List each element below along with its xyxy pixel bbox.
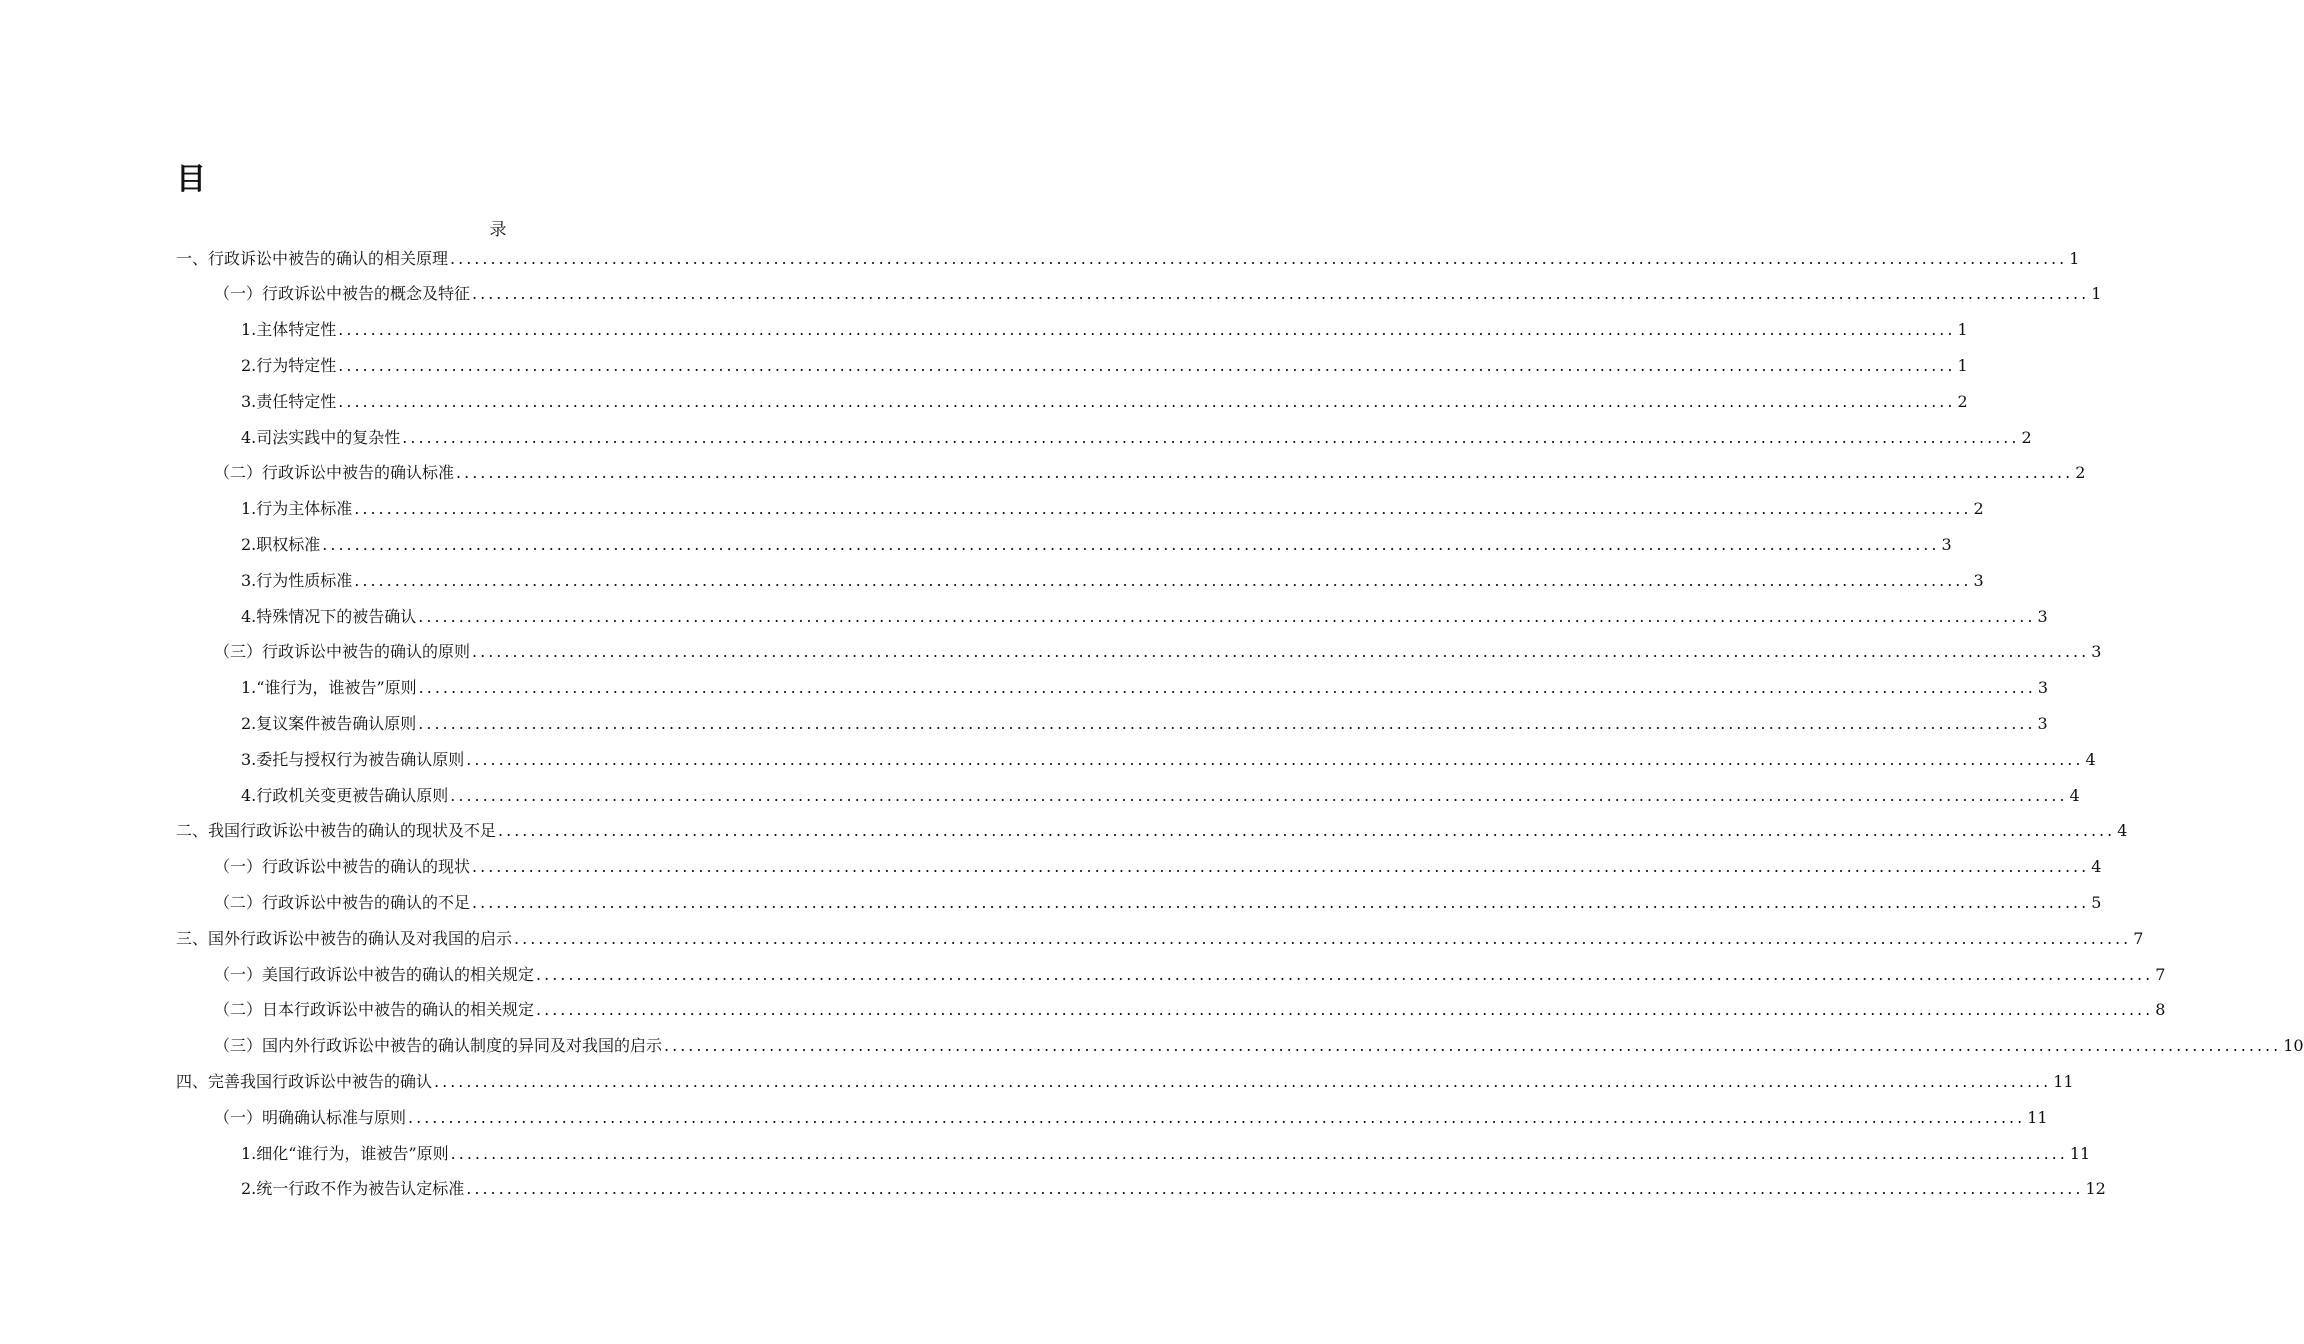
toc-entry[interactable] <box>0 311 1968 347</box>
toc-entry-label: （三）国内外行政诉讼中被告的确认制度的异同及对我国的启示 <box>214 1036 663 1056</box>
toc-entry[interactable] <box>0 1170 2106 1206</box>
toc-entry-page: 3 <box>2037 606 2048 626</box>
toc-entry-label: 4.特殊情况下的被告确认 <box>241 606 417 626</box>
toc-entry-label: 2.复议案件被告确认原则 <box>241 713 417 733</box>
toc-entry-page: 3 <box>2037 678 2049 698</box>
toc-entry-label: 4.行政机关变更被告确认原则 <box>241 785 449 805</box>
toc-entry-page: 4 <box>2085 749 2096 769</box>
toc-entry[interactable] <box>0 454 2086 490</box>
toc-entry-label: （一）明确确认标准与原则 <box>214 1107 407 1127</box>
toc-entry-page: 1 <box>2091 284 2102 304</box>
toc-leader-dots: ........................................................................................................................................................................................................ <box>466 1179 2084 1199</box>
toc-entry-label: （一）行政诉讼中被告的确认的现状 <box>214 857 471 877</box>
toc-leader-dots: ........................................................................................................................................................................................................ <box>418 713 2036 733</box>
toc-leader-dots: ........................................................................................................................................................................................................ <box>418 606 2036 626</box>
toc-entry[interactable] <box>0 490 1984 526</box>
toc-leader-dots: ........................................................................................................................................................................................................ <box>338 391 1956 411</box>
toc-leader-dots: ........................................................................................................................................................................................................ <box>338 320 1956 340</box>
toc-leader-dots: ........................................................................................................................................................................................................ <box>536 964 2154 984</box>
toc-entry[interactable] <box>0 1134 2091 1170</box>
toc-entry-page: 1 <box>1957 320 1968 340</box>
toc-entry[interactable] <box>0 919 2144 955</box>
toc-entry[interactable] <box>0 955 2166 991</box>
toc-entry[interactable] <box>0 597 2048 633</box>
toc-entry-page: 1 <box>2069 248 2080 268</box>
toc-leader-dots: ........................................................................................................................................................................................................ <box>322 534 1940 554</box>
toc-entry-page: 4 <box>2069 785 2080 805</box>
toc-entry-label: （三）行政诉讼中被告的确认的原则 <box>214 642 471 662</box>
toc-entry[interactable] <box>0 346 1968 382</box>
toc-entry-label: 4.司法实践中的复杂性 <box>241 427 401 447</box>
toc-entry[interactable] <box>0 704 2048 740</box>
toc-entry[interactable] <box>0 1098 2048 1134</box>
toc-entry-label: 一、行政诉讼中被告的确认的相关原理 <box>176 248 449 268</box>
toc-entry[interactable] <box>0 669 2049 705</box>
toc-entry-page: 10 <box>2283 1036 2304 1056</box>
toc-leader-dots: ........................................................................................................................................................................................................ <box>418 678 2036 698</box>
toc-entry[interactable] <box>0 382 1968 418</box>
toc-entry-page: 2 <box>2021 427 2032 447</box>
toc-entry[interactable] <box>0 1062 2074 1098</box>
toc-leader-dots: ........................................................................................................................................................................................................ <box>472 642 2090 662</box>
toc-leader-dots: ........................................................................................................................................................................................................ <box>514 928 2132 948</box>
toc-entry-label: 2.统一行政不作为被告认定标准 <box>241 1179 465 1199</box>
toc-entry-label: 3.委托与授权行为被告确认原则 <box>241 749 465 769</box>
toc-leader-dots: ........................................................................................................................................................................................................ <box>456 463 2074 483</box>
toc-leader-dots: ........................................................................................................................................................................................................ <box>472 284 2090 304</box>
toc-leader-dots: ........................................................................................................................................................................................................ <box>498 821 2116 841</box>
toc-entry-page: 3 <box>1941 534 1952 554</box>
toc-entry-page: 5 <box>2091 892 2102 912</box>
toc-entry-label: （一）行政诉讼中被告的概念及特征 <box>214 284 471 304</box>
toc-entry-label: （一）美国行政诉讼中被告的确认的相关规定 <box>214 964 535 984</box>
toc-entry[interactable] <box>0 812 2128 848</box>
toc-entry-label: 四、完善我国行政诉讼中被告的确认 <box>176 1071 433 1091</box>
toc-entry-label: 3.行为性质标准 <box>241 570 353 590</box>
toc-leader-dots: ........................................................................................................................................................................................................ <box>402 427 2020 447</box>
toc-entry-label: 1.行为主体标准 <box>241 499 353 519</box>
toc-leader-dots: ........................................................................................................................................................................................................ <box>536 1000 2154 1020</box>
toc-leader-dots: ........................................................................................................................................................................................................ <box>472 892 2090 912</box>
toc-entry-page: 7 <box>2155 964 2166 984</box>
toc-entry-label: （二）日本行政诉讼中被告的确认的相关规定 <box>214 1000 535 1020</box>
toc-entry[interactable] <box>0 991 2166 1027</box>
toc-entry-page: 11 <box>2069 1143 2091 1163</box>
toc-entry-page: 7 <box>2133 928 2144 948</box>
toc-entry-label: 二、我国行政诉讼中被告的确认的现状及不足 <box>176 821 497 841</box>
toc-entry-label: 2.行为特定性 <box>241 355 337 375</box>
toc-leader-dots: ........................................................................................................................................................................................................ <box>408 1107 2026 1127</box>
toc-entry-page: 1 <box>1957 355 1968 375</box>
toc-leader-dots: ........................................................................................................................................................................................................ <box>450 1143 2068 1163</box>
toc-entry-page: 3 <box>2037 713 2048 733</box>
toc-entry[interactable] <box>0 239 2080 275</box>
toc-entry[interactable] <box>0 776 2080 812</box>
toc-entry-page: 3 <box>1973 570 1984 590</box>
toc-entry[interactable] <box>0 561 1984 597</box>
toc-leader-dots: ........................................................................................................................................................................................................ <box>664 1036 2282 1056</box>
toc-entry[interactable] <box>0 740 2096 776</box>
toc-entry-label: 1.细化“谁行为，谁被告”原则 <box>241 1143 449 1163</box>
toc-leader-dots: ........................................................................................................................................................................................................ <box>450 248 2068 268</box>
toc-entry[interactable] <box>0 525 1952 561</box>
toc-entry[interactable] <box>0 633 2102 669</box>
toc-entry-page: 4 <box>2117 821 2128 841</box>
toc-entry-label: 2.职权标准 <box>241 534 321 554</box>
toc-entry[interactable] <box>0 418 2032 454</box>
toc-entry-label: 3.责任特定性 <box>241 391 337 411</box>
toc-entry[interactable] <box>0 883 2102 919</box>
toc-entry-page: 8 <box>2155 1000 2166 1020</box>
toc-entry-label: 1.“谁行为，谁被告”原则 <box>241 678 417 698</box>
toc-entry-label: 三、国外行政诉讼中被告的确认及对我国的启示 <box>176 928 513 948</box>
toc-leader-dots: ........................................................................................................................................................................................................ <box>354 570 1972 590</box>
toc-leader-dots: ........................................................................................................................................................................................................ <box>338 355 1956 375</box>
toc-leader-dots: ........................................................................................................................................................................................................ <box>450 785 2068 805</box>
toc-entry-page: 2 <box>1957 391 1968 411</box>
toc-leader-dots: ........................................................................................................................................................................................................ <box>472 857 2090 877</box>
toc-entry[interactable] <box>0 1027 2304 1063</box>
toc-entry-page: 4 <box>2091 857 2102 877</box>
toc-entry-page: 2 <box>2075 463 2086 483</box>
toc-entry-page: 2 <box>1973 499 1984 519</box>
toc-entry-label: （二）行政诉讼中被告的确认标准 <box>214 463 455 483</box>
toc-entry-label: 1.主体特定性 <box>241 320 337 340</box>
toc-title-sub: 录 <box>489 220 507 240</box>
toc-leader-dots: ........................................................................................................................................................................................................ <box>466 749 2084 769</box>
toc-entry-page: 12 <box>2085 1179 2106 1199</box>
toc-leader-dots: ........................................................................................................................................................................................................ <box>354 499 1972 519</box>
toc-entry-page: 3 <box>2091 642 2102 662</box>
toc-entry-page: 11 <box>2027 1107 2048 1127</box>
toc-entry-label: （二）行政诉讼中被告的确认的不足 <box>214 892 471 912</box>
toc-entry[interactable] <box>0 848 2102 884</box>
toc-entry-page: 11 <box>2053 1071 2074 1091</box>
toc-title-main: 目 <box>176 162 206 197</box>
toc-leader-dots: ........................................................................................................................................................................................................ <box>434 1071 2052 1091</box>
toc-entry[interactable] <box>0 275 2102 311</box>
